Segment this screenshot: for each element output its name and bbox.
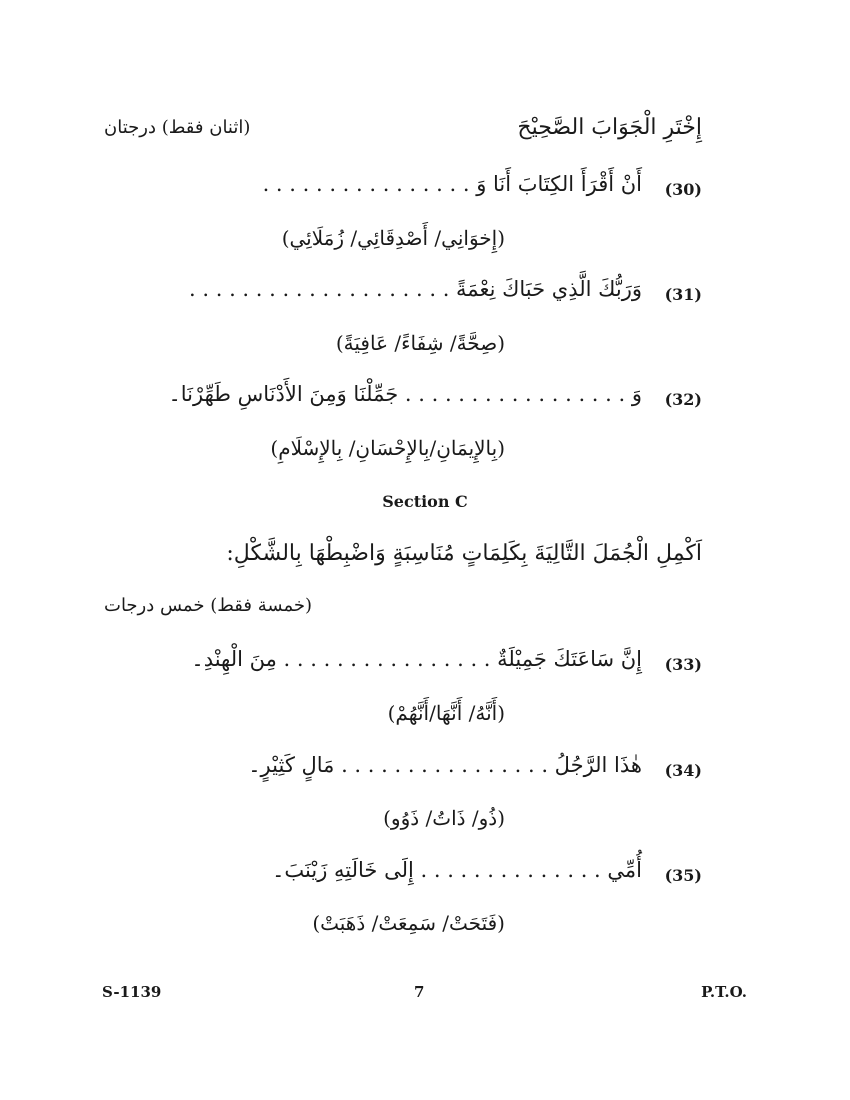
question-32-options: (بِالإِيمَانِ/بِالإِحْسَانِ/ بِالإِسْلَامِ) (270, 436, 505, 460)
page-number: 7 (414, 983, 425, 1001)
section-b-marks: (اثنان فقط) درجتان (104, 117, 251, 138)
section-c-instruction: اَكْمِلِ الْجُمَلَ التَّالِيَةَ بِكَلِمَاتٍ مُنَاسِبَةٍ وَاضْبِطْهَا بِالشَّكْلِ: (226, 541, 702, 566)
question-number: (32) (664, 390, 702, 409)
question-number: (31) (664, 285, 702, 304)
question-text: وَ . . . . . . . . . . . . . . . . . جَمِّلْنَا وَمِنَ الأَدْنَاسِ طَهِّرْنَا۔ (168, 382, 642, 406)
question-35 (102, 858, 702, 898)
paper-code: S-1139 (102, 983, 162, 1001)
question-34 (102, 753, 702, 793)
question-31 (102, 277, 702, 317)
question-31-options: (صِحَّةً/ شِفَاءً/ عَافِيَةً) (335, 331, 505, 355)
question-number: (33) (664, 655, 702, 674)
question-35-options: (فَتَحَتْ/ سَمِعَتْ/ ذَهَبَتْ) (312, 911, 505, 935)
section-b-instruction: إِخْتَرِ الْجَوَابَ الصَّحِيْحَ (517, 115, 702, 140)
question-34-options: (ذُو/ ذَاتُ/ ذَوُو) (383, 806, 505, 830)
question-number: (35) (664, 866, 702, 885)
question-number: (30) (664, 180, 702, 199)
question-text: هٰذَا الرَّجُلُ . . . . . . . . . . . . . . . . مَالٍ كَثِيْرٍ۔ (248, 753, 642, 777)
question-text: أُمِّي . . . . . . . . . . . . . . إِلَى خَالَتِهِ زَيْنَبَ۔ (272, 858, 642, 882)
question-text: أَنْ أَقْرَأَ الكِتَابَ أَنَا وَ . . . . . . . . . . . . . . . . (262, 172, 642, 196)
question-30-options: (إِخوَانِي/ أَصْدِقَائِي/ زُمَلَائِي) (281, 226, 505, 250)
question-33 (102, 647, 702, 687)
pto-label: P.T.O. (701, 983, 747, 1001)
question-33-options: (أَنَّهُ/ أَنَّهَا/أَنَّهُمْ) (387, 701, 505, 725)
question-32 (102, 382, 702, 422)
question-text: إِنَّ سَاعَتَكَ جَمِيْلَةٌ . . . . . . . . . . . . . . . . مِنَ الْهِنْدِ۔ (191, 647, 642, 671)
section-c-marks: (خمسة فقط) خمس درجات (104, 595, 312, 616)
question-number: (34) (664, 761, 702, 780)
section-c-title: Section C (382, 492, 468, 511)
question-30 (102, 172, 702, 212)
question-text: وَرَبُّكَ الَّذِي حَبَاكَ نِعْمَةً . . . . . . . . . . . . . . . . . . . . (189, 277, 642, 301)
